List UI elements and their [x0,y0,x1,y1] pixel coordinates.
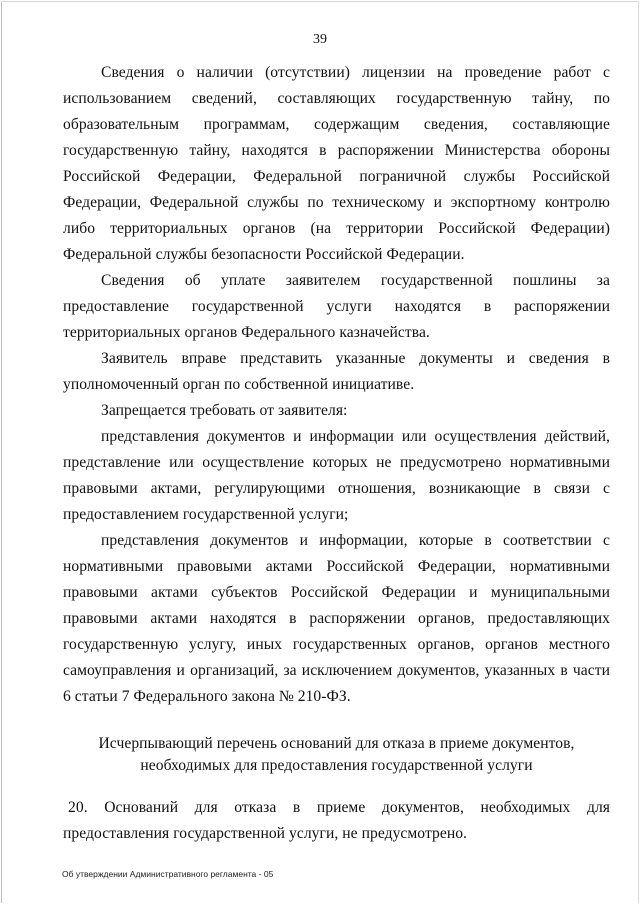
paragraph-applicant-right: Заявитель вправе представить указанные документы и сведения в уполномоченный орган по собственной инициативе. [63,350,610,393]
page-number: 39 [313,32,327,47]
document-body [63,60,610,847]
footer-note: Об утверждении Административного регламента - 05 [62,869,274,879]
paragraph-state-fee: Сведения об уплате заявителем государственной пошлины за предоставление государственной услуги находятся в распоряжении территориальных органов Федерального казначейства. [63,272,610,341]
paragraph-prohibited: Запрещается требовать от заявителя: [101,402,348,419]
paragraph-prohibited-item-1: представления документов и информации или осуществления действий, представление или осуществление которых не предусмотрено нормативными правовыми актами, регулирующими отношения, возникающие в связи с предоставлением государственной услуги; [63,428,610,523]
paragraph-section-20: 20. Оснований для отказа в приеме документов, необходимых для предоставления государственной услуги, не предусмотрено. [63,799,610,842]
section-heading: Исчерпывающий перечень оснований для отказа в приеме документов, необходимых для предоставления государственной услуги [98,735,575,774]
paragraph-prohibited-item-2: представления документов и информации, которые в соответствии с нормативными правовыми актами Российской Федерации, нормативными правовыми актами субъектов Российской Федерации и муниципальными правовыми актами находятся в распоряжении органов, предоставляющих государственную услугу, иных государственных органов, органов местного самоуправления и организаций, за исключением документов, указанных в части 6 статьи 7 Федерального закона № 210-ФЗ. [63,532,610,705]
paragraph-license-info: Сведения о наличии (отсутствии) лицензии на проведение работ с использованием сведений, составляющих государственную тайну, по образовательным программам, содержащим сведения, составляющие государственную тайну, находятся в распоряжении Министерства обороны Российской Федерации, Федеральной пограничной службы Российской Федерации, Федеральной службы по техническому и экспортному контролю либо территориальных органов (на территории Российской Федерации) Федеральной службы безопасности Российской Федерации. [63,64,610,263]
